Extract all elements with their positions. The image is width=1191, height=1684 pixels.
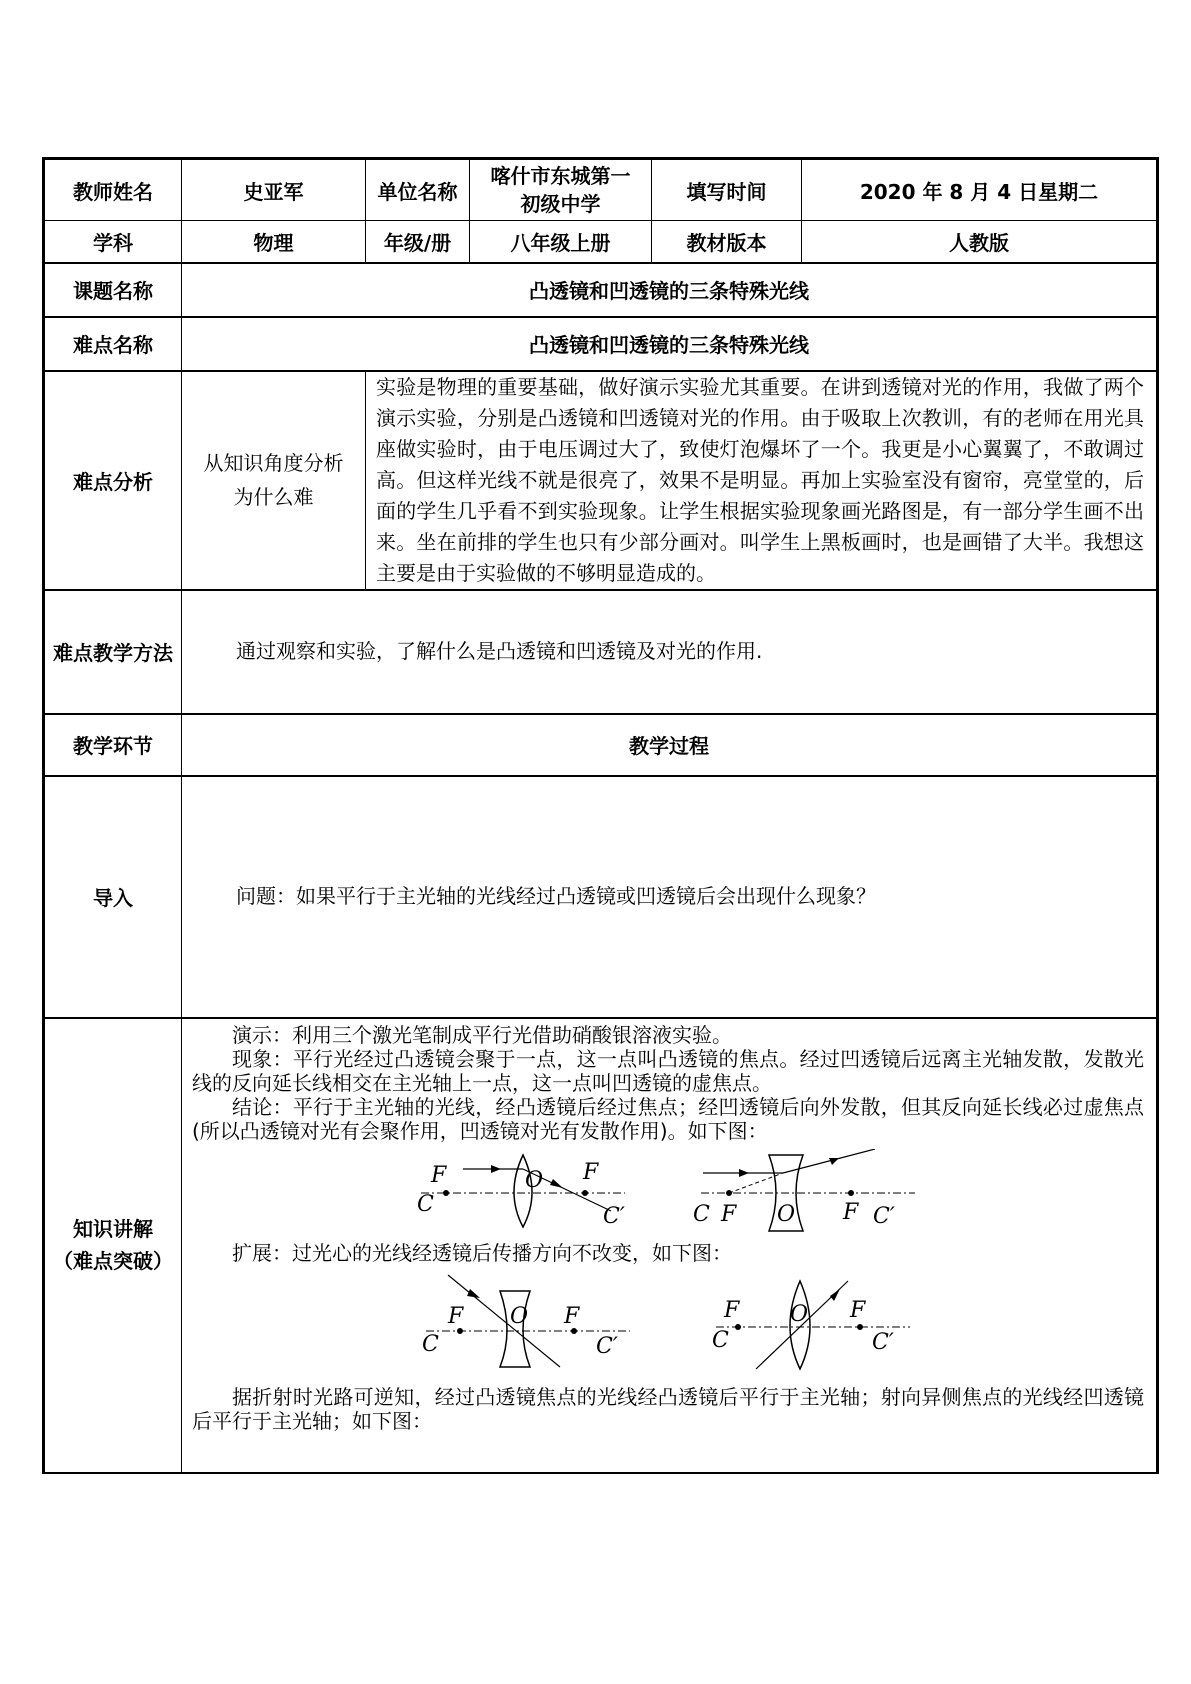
analysis-sub-label: 从知识角度分析为什么难 bbox=[182, 371, 366, 590]
label-intro: 导入 bbox=[44, 776, 182, 1018]
para-reversibility: 据折射时光路可逆知，经过凸透镜焦点的光线经凸透镜后平行于主光轴；射向异侧焦点的光线经凹透镜后平行于主光轴；如下图： bbox=[192, 1384, 1144, 1433]
analysis-text: 实验是物理的重要基础，做好演示实验尤其重要。在讲到透镜对光的作用，我做了两个演示实验，分别是凸透镜和凹透镜对光的作用。由于吸取上次教训，有的老师在用光具座做实验时，由于电压调过大了，致使灯泡爆坏了一个。我更是小心翼翼了，不敢调过高。但这样光线不就是很亮了，效果不是明显。再加上实验室没有窗帘，亮堂堂的，后面的学生几乎看不到实验现象。让学生根据实验现象画光路图是，有一部分学生画不出来。坐在前排的学生也只有少部分画对。叫学生上黑板画时，也是画错了大半。我想这主要是由于实验做的不够明显造成的。 bbox=[366, 371, 1158, 590]
row-topic bbox=[44, 263, 1158, 317]
para-extension: 扩展：过光心的光线经透镜后传播方向不改变，如下图： bbox=[232, 1240, 732, 1265]
para-conclusion: 结论：平行于主光轴的光线，经凸透镜后经过焦点；经凹透镜后向外发散，但其反向延长线必过虚焦点(所以凸透镜对光有会聚作用，凹透镜对光有发散作用)。如下图： bbox=[192, 1094, 1144, 1143]
fill-time: 2020 年 8 月 4 日星期二 bbox=[802, 159, 1158, 221]
label-virtual-focus-left: F bbox=[721, 1201, 737, 1227]
edition: 人教版 bbox=[802, 221, 1158, 263]
grade: 八年级上册 bbox=[470, 221, 652, 263]
subject: 物理 bbox=[182, 221, 366, 263]
label-focus-right: F bbox=[564, 1303, 580, 1329]
concave-lens-center-ray-diagram bbox=[418, 1271, 638, 1371]
label-focus-left: F bbox=[724, 1297, 740, 1323]
label-center-right: C′ bbox=[872, 1329, 894, 1355]
label-focus-right: F bbox=[583, 1159, 599, 1185]
label-center-left: C bbox=[693, 1201, 710, 1227]
label-center-left: C bbox=[712, 1327, 729, 1353]
label-difficulty: 难点名称 bbox=[44, 317, 182, 371]
lesson-plan-table bbox=[42, 157, 1159, 1474]
label-optical-center: O bbox=[790, 1301, 809, 1327]
topic-value: 凸透镜和凹透镜的三条特殊光线 bbox=[182, 263, 1158, 317]
label-unit: 单位名称 bbox=[366, 159, 470, 221]
row-knowledge bbox=[44, 1018, 1158, 1473]
label-center-left: C bbox=[422, 1331, 439, 1357]
unit-name: 喀什市东城第一初级中学 bbox=[470, 159, 652, 221]
label-focus-right: F bbox=[850, 1297, 866, 1323]
method-text: 通过观察和实验，了解什么是凸透镜和凹透镜及对光的作用. bbox=[182, 590, 1158, 714]
label-center-right: C′ bbox=[603, 1203, 625, 1229]
para-demo: 演示：利用三个激光笔制成平行光借助硝酸银溶液实验。 bbox=[232, 1022, 732, 1047]
process-header: 教学过程 bbox=[182, 714, 1158, 776]
row-analysis bbox=[44, 371, 1158, 590]
label-center-right: C′ bbox=[596, 1333, 618, 1359]
para-phenomenon: 现象：平行光经过凸透镜会聚于一点，这一点叫凸透镜的焦点。经过凹透镜后远离主光轴发散，发散光线的反向延长线相交在主光轴上一点，这一点叫凹透镜的虚焦点。 bbox=[192, 1046, 1144, 1095]
label-teacher: 教师姓名 bbox=[44, 159, 182, 221]
label-edition: 教材版本 bbox=[652, 221, 802, 263]
label-process-step: 教学环节 bbox=[44, 714, 182, 776]
label-optical-center: O bbox=[510, 1303, 529, 1329]
row-teacher-info bbox=[44, 159, 1158, 221]
label-focus-left: F bbox=[431, 1162, 447, 1188]
label-subject: 学科 bbox=[44, 221, 182, 263]
label-analysis: 难点分析 bbox=[44, 371, 182, 590]
row-process-header bbox=[44, 714, 1158, 776]
teacher-name: 史亚军 bbox=[182, 159, 366, 221]
difficulty-value: 凸透镜和凹透镜的三条特殊光线 bbox=[182, 317, 1158, 371]
intro-text: 问题：如果平行于主光轴的光线经过凸透镜或凹透镜后会出现什么现象？ bbox=[182, 776, 1158, 1018]
label-center-left: C bbox=[417, 1191, 434, 1217]
label-knowledge bbox=[44, 1018, 182, 1473]
label-knowledge-line2: （难点突破） bbox=[53, 1249, 173, 1273]
label-knowledge-line1: 知识讲解 bbox=[73, 1217, 153, 1241]
figure-row-parallel bbox=[192, 1149, 1144, 1235]
convex-lens-parallel-diagram bbox=[413, 1149, 633, 1229]
concave-lens-parallel-diagram bbox=[693, 1149, 923, 1235]
label-optical-center: O bbox=[525, 1167, 544, 1193]
label-topic: 课题名称 bbox=[44, 263, 182, 317]
label-focus-left: F bbox=[448, 1303, 464, 1329]
label-focus-right: F bbox=[843, 1199, 859, 1225]
convex-lens-center-ray-diagram bbox=[708, 1271, 918, 1371]
label-optical-center: O bbox=[777, 1201, 796, 1227]
label-method: 难点教学方法 bbox=[44, 590, 182, 714]
knowledge-content bbox=[182, 1018, 1158, 1473]
row-subject-info bbox=[44, 221, 1158, 263]
row-intro bbox=[44, 776, 1158, 1018]
label-center-right: C′ bbox=[873, 1203, 895, 1229]
label-grade: 年级/册 bbox=[366, 221, 470, 263]
row-method bbox=[44, 590, 1158, 714]
row-difficulty bbox=[44, 317, 1158, 371]
label-time: 填写时间 bbox=[652, 159, 802, 221]
figure-row-optical-center bbox=[192, 1271, 1144, 1371]
